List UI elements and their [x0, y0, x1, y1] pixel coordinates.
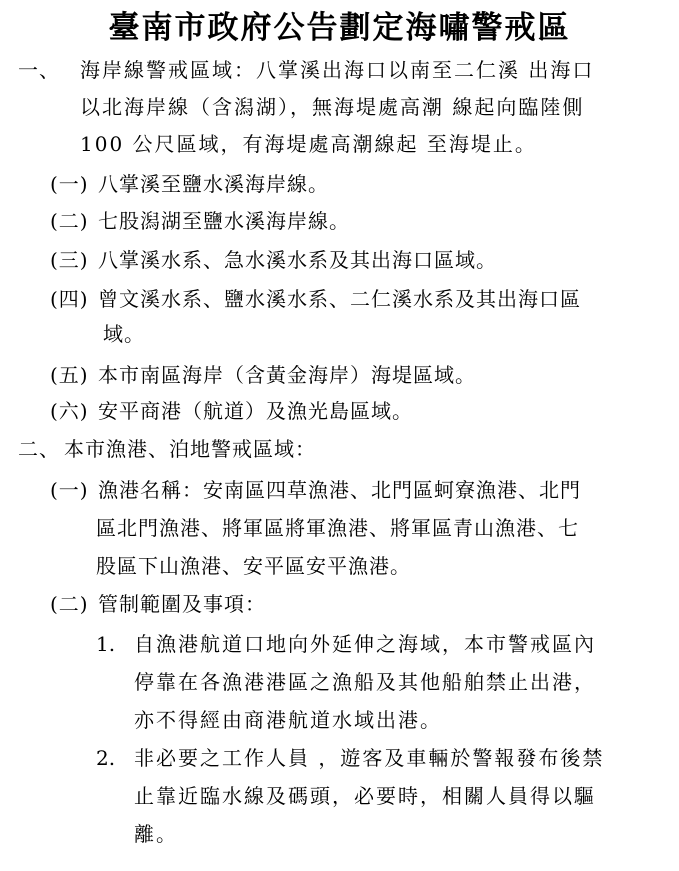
section-1-line-1: 海岸線警戒區域：八掌溪出海口以南至二仁溪 出海口: [80, 58, 595, 82]
section-2-item-2-marker: (二): [50, 592, 89, 616]
section-1-item-2-text: 七股潟湖至鹽水溪海岸線。: [98, 209, 350, 233]
section-2-item-1-line-2: 區北門漁港、將軍區將軍漁港、將軍區青山漁港、七: [96, 516, 579, 540]
section-1-item-1-text: 八掌溪至鹽水溪海岸線。: [98, 172, 329, 196]
subitem-2-line-1: 非必要之工作人員 ，遊客及車輛於警報發布後禁: [134, 746, 605, 770]
section-1-item-4-text: 曾文溪水系、鹽水溪水系、二仁溪水系及其出海口區: [98, 287, 581, 311]
section-1-item-1-marker: (一): [50, 172, 89, 196]
subitem-1-marker: 1.: [96, 632, 116, 656]
subitem-2-line-2: 止靠近臨水線及碼頭，必要時，相關人員得以驅: [134, 784, 596, 808]
section-1-item-3-text: 八掌溪水系、急水溪水系及其出海口區域。: [98, 248, 497, 272]
section-2-marker: 二、: [18, 437, 60, 461]
section-2-item-1-line-3: 股區下山漁港、安平區安平漁港。: [96, 554, 411, 578]
section-1-item-4-text-cont: 域。: [103, 322, 145, 346]
section-2-item-1-line-1: 漁港名稱：安南區四草漁港、北門區蚵寮漁港、北門: [98, 478, 581, 502]
section-1-line-2: 以北海岸線（含潟湖），無海堤處高潮 線起向臨陸側: [80, 95, 585, 119]
section-1-item-5-marker: (五): [50, 363, 89, 387]
section-2-heading: 本市漁港、泊地警戒區域：: [64, 437, 316, 461]
section-2-item-1-marker: (一): [50, 478, 89, 502]
subitem-2-line-3: 離。: [134, 822, 178, 846]
subitem-1-line-2: 停靠在各漁港港區之漁船及其他船舶禁止出港，: [134, 670, 596, 694]
section-1-item-6-marker: (六): [50, 399, 89, 423]
section-1-item-5-text: 本市南區海岸（含黃金海岸）海堤區域。: [98, 363, 476, 387]
page-title: 臺南市政府公告劃定海嘯警戒區: [108, 10, 571, 46]
section-1-item-4-marker: (四): [50, 287, 89, 311]
section-1-item-3-marker: (三): [50, 248, 89, 272]
section-1-marker: 一、: [18, 58, 60, 82]
subitem-1-line-3: 亦不得經由商港航道水域出港。: [134, 708, 442, 732]
section-1-line-3: 100 公尺區域，有海堤處高潮線起 至海堤止。: [80, 132, 537, 156]
subitem-1-line-1: 自漁港航道口地向外延伸之海域，本市警戒區內: [134, 632, 596, 656]
subitem-2-marker: 2.: [96, 746, 116, 770]
section-1-item-2-marker: (二): [50, 209, 89, 233]
section-1-item-6-text: 安平商港（航道）及漁光島區域。: [98, 399, 413, 423]
section-2-item-2-heading: 管制範圍及事項：: [98, 592, 266, 616]
